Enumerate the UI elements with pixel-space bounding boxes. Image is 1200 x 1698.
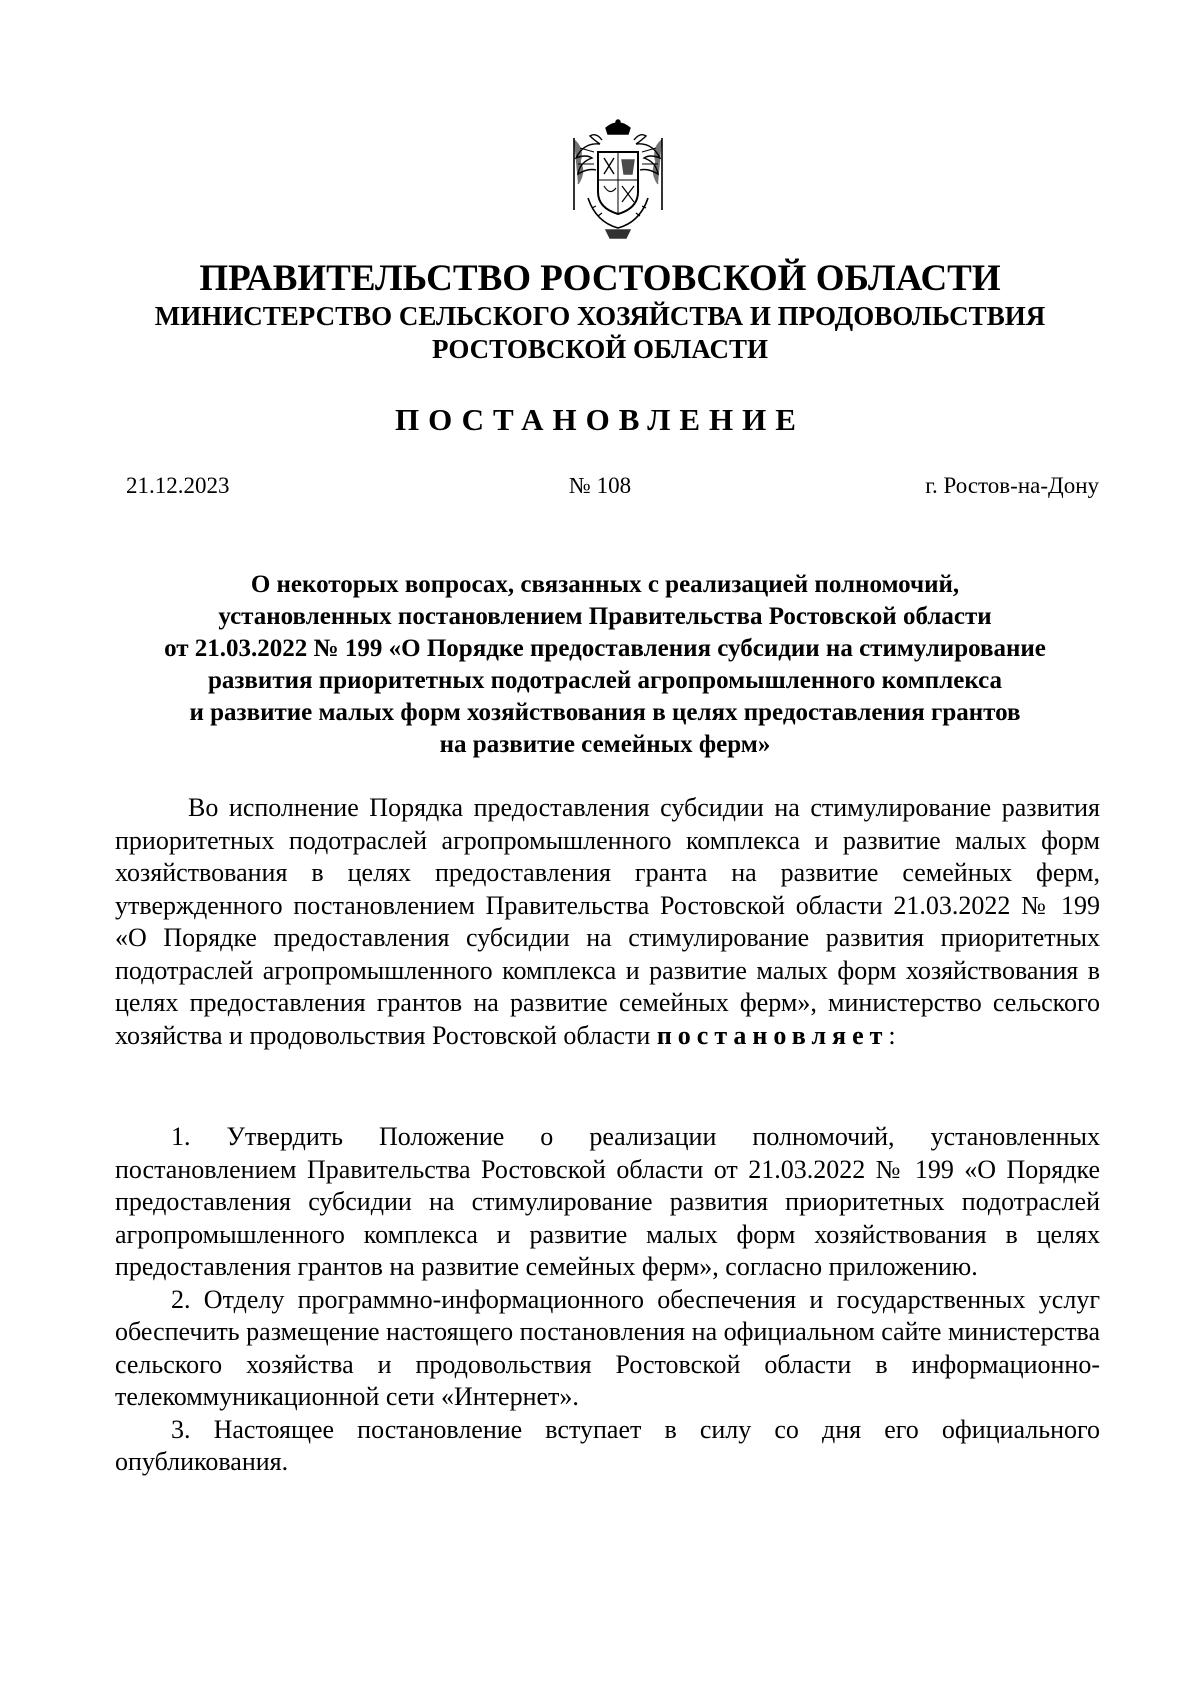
coat-of-arms-icon (566, 118, 670, 240)
document-number: № 108 (568, 473, 632, 498)
resolution-item: 3. Настоящее постановление вступает в силу со дня его официального опубликования. (115, 1414, 1100, 1476)
decree-word: постановляет (656, 1020, 889, 1050)
government-title: ПРАВИТЕЛЬСТВО РОСТОВСКОЙ ОБЛАСТИ (199, 258, 1001, 299)
document-date: 21.12.2023 (126, 473, 230, 498)
subject-line: установленных постановлением Правительства Ростовской области (218, 603, 992, 630)
decree-colon: : (888, 1020, 896, 1050)
preamble-text: Во исполнение Порядка предоставления субсидии на стимулирование развития приоритетных подотраслей агропромышленного комплекса и развитие малых форм хозяйствования в целях предоставления гранта на развитие семейных ферм, утвержденного постановлением Правительства Ростовской области 21.03.2022 № 199 «О Порядке предоставления субсидии на стимулирование развития приоритетных подотраслей агропромышленного комплекса и развитие малых форм хозяйствования в целях предоставления грантов на развитие семейных ферм», министерство сельского хозяйства и продовольствия Ростовской области (115, 793, 1100, 1050)
subject-line: от 21.03.2022 № 199 «О Порядке предоставления субсидии на стимулирование (164, 635, 1046, 662)
subject-line: и развитие малых форм хозяйствования в целях предоставления грантов (189, 699, 1021, 726)
ministry-title-line2: РОСТОВСКОЙ ОБЛАСТИ (432, 334, 768, 364)
document-subject (110, 569, 1100, 761)
resolution-item: 2. Отделу программно-информационного обеспечения и государственных услуг обеспечить размещение настоящего постановления на официальном сайте министерства сельского хозяйства и продовольствия Ростовской области в информационно-телекоммуникационной сети «Интернет». (115, 1284, 1100, 1411)
subject-line: развития приоритетных подотраслей агропромышленного комплекса (207, 667, 1003, 694)
resolution-items (115, 1121, 1100, 1479)
subject-line: О некоторых вопросах, связанных с реализацией полномочий, (250, 571, 960, 598)
preamble-paragraph (115, 792, 1100, 1052)
document-city: г. Ростов-на-Дону (925, 473, 1099, 498)
ministry-title-line1: МИНИСТЕРСТВО СЕЛЬСКОГО ХОЗЯЙСТВА И ПРОДОВОЛЬСТВИЯ (154, 301, 1046, 331)
resolution-item: 1. Утвердить Положение о реализации полномочий, установленных постановлением Правительства Ростовской области от 21.03.2022 № 199 «О Порядке предоставления субсидии на стимулирование развития приоритетных подотраслей агропромышленного комплекса и развитие малых форм хозяйствования в целях предоставления грантов на развитие семейных ферм», согласно приложению. (115, 1122, 1100, 1281)
document-type: ПОСТАНОВЛЕНИЕ (395, 402, 805, 437)
subject-line: на развитие семейных ферм» (439, 731, 771, 758)
ministry-title (0, 300, 1200, 366)
